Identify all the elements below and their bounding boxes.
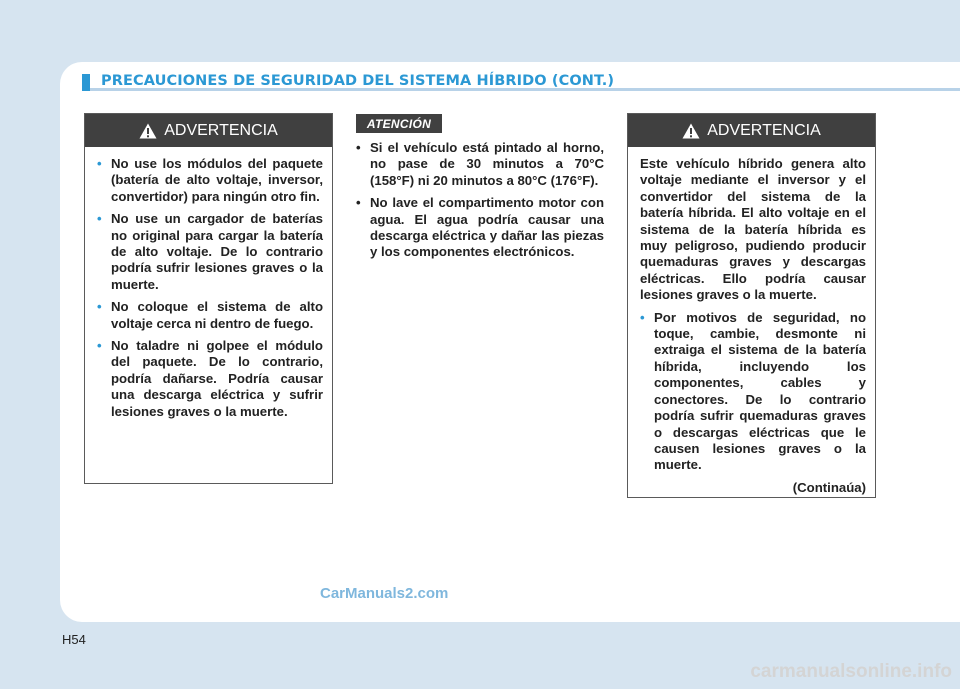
warning-box-header (628, 114, 875, 147)
list-item: • No lave el compartimento motor con agua. El agua podría causar una descarga eléctrica y dañar las piezas y los componentes electrónicos. (356, 195, 604, 260)
bullet: • (97, 299, 102, 315)
attention-badge: ATENCIÓN (356, 114, 442, 133)
bullet: • (640, 309, 645, 325)
list-item: • No use los módulos del paquete (batería de alto voltaje, inversor, convertidor) para ningún otro fin. (97, 156, 323, 204)
warning-list (640, 310, 866, 474)
section-title: PRECAUCIONES DE SEGURIDAD DEL SISTEMA HÍBRIDO (CONT.) (101, 73, 615, 89)
header-accent-bar (82, 74, 90, 91)
warning-triangle-icon (139, 123, 157, 139)
continued-label: (Continaúa) (792, 479, 866, 495)
bullet: • (97, 338, 102, 354)
page-number: H54 (62, 632, 86, 647)
list-item: • Si el vehículo está pintado al horno, no pase de 30 minutos a 70°C (158°F) ni 20 minutos a 80°C (176°F). (356, 140, 604, 188)
watermark-text[interactable]: CarManuals2.com (320, 585, 449, 602)
warning-box-title: ADVERTENCIA (707, 121, 821, 139)
bullet: • (97, 211, 102, 227)
list-item: • No use un cargador de baterías no original para cargar la batería de alto voltaje. De lo contrario podría sufrir lesiones graves o la muerte. (97, 211, 323, 292)
bullet: • (97, 156, 102, 171)
attention-content (356, 140, 604, 267)
warning-list (97, 156, 323, 420)
bullet: • (356, 140, 361, 155)
warning-triangle-icon (682, 123, 700, 139)
warning-box-left (84, 113, 333, 484)
list-item: • No taladre ni golpee el módulo del paquete. De lo contrario, podría dañarse. Podría causar una descarga eléctrica y sufrir lesiones graves o la muerte. (97, 338, 323, 419)
attention-list (356, 140, 604, 261)
list-item: • Por motivos de seguridad, no toque, cambie, desmonte ni extraiga el sistema de la batería híbrida, incluyendo los componentes, cables y conectores. De lo contrario podría sufrir quemaduras graves o descargas eléctricas que le causen lesiones graves o la muerte. (640, 309, 866, 473)
list-item: • No coloque el sistema de alto voltaje cerca ni dentro de fuego. (97, 299, 323, 331)
warning-intro: Este vehículo híbrido genera alto voltaje mediante el inversor y el convertidor del sistema de la batería híbrida. El alto voltaje en el sistema de la batería híbrida es muy peligroso, pudiendo producir quemaduras graves y descargas eléctricas. Ello podría causar lesiones graves o la muerte. (640, 156, 866, 303)
site-watermark: carmanualsonline.info (750, 661, 952, 682)
warning-box-header (85, 114, 332, 147)
warning-box-title: ADVERTENCIA (164, 121, 278, 139)
bullet: • (356, 195, 361, 211)
warning-box-right (627, 113, 876, 498)
